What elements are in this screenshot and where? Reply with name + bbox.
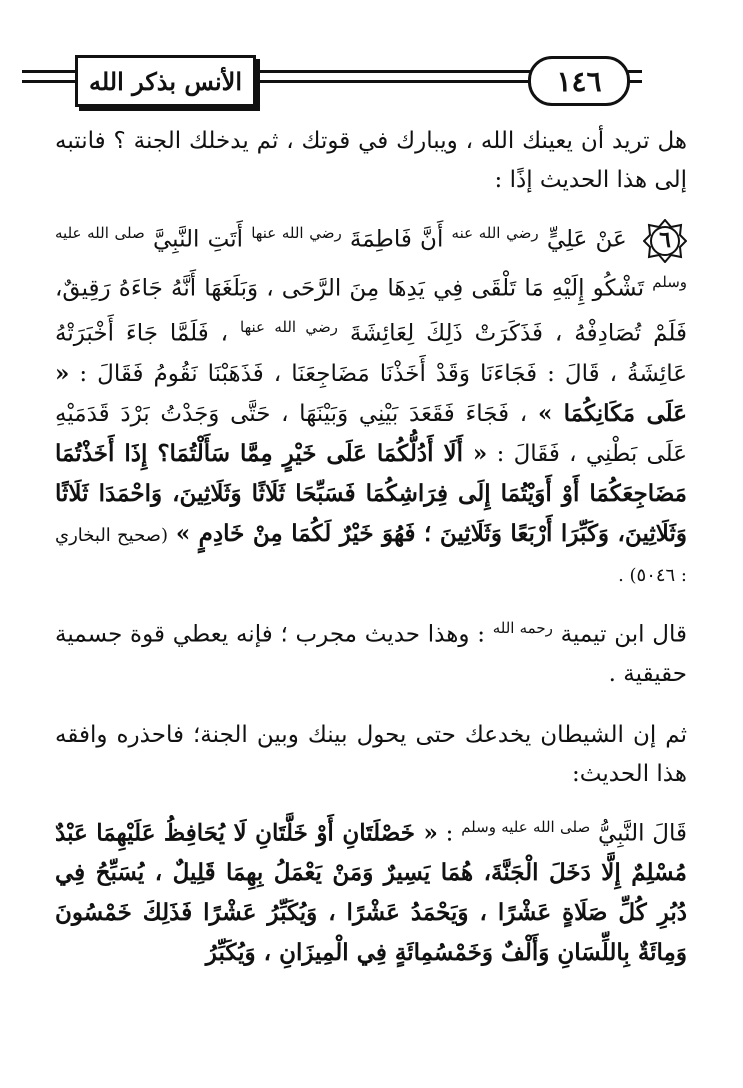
intro-line-2: الجنة ؟ فانتبه إلى هذا الحديث إذًا : bbox=[55, 128, 687, 193]
hadith-text-6: ، فَجَاءَ فَقَعَدَ بَيْنِي وَبَيْنَهَا ، حَتَّى وَجَدْتُ بَرْدَ قَدَمَيْهِ عَلَى بَطْنِي ، فَقَالَ : bbox=[55, 400, 688, 467]
ibn-taymiyyah-text-2: : وهذا حديث مجرب ؛ فإنه يعطي قوة جسمية حقيقية . bbox=[55, 621, 687, 687]
hadith-text-4: تَشْكُو إِلَيْهِ مَا تَلْقَى فِي يَدِهَا مِنَ الرَّحَى ، وَبَلَغَهَا أَنَّهُ جَاءَهُ رَقِيقٌ، فَلَمْ تُصَادِفْهُ ، فَذَكَرَتْ ذَلِكَ لِعَائِشَةَ bbox=[55, 275, 687, 347]
page-header bbox=[0, 0, 743, 120]
hadith-text-5: ، فَلَمَّا جَاءَ أَخْبَرَتْهُ عَائِشَةُ ، قَالَ : فَجَاءَنَا وَقَدْ أَخَذْنَا مَضَاجِعَنَا ، فَذَهَبْنَا نَقُومُ فَقَالَ : bbox=[55, 320, 687, 387]
shaytan-paragraph: ثم إن الشيطان يخدعك حتى يحول بينك وبين الجنة؛ فاحذره وافقه هذا الحديث: bbox=[55, 721, 687, 787]
hadith-text-1: عَنْ عَلِيٍّ bbox=[546, 226, 627, 253]
hadith-quote-2: « أَلَا أَدُلُّكُمَا عَلَى خَيْرٍ مِمَّا سَأَلْتُمَا؟ إِذَا أَخَذْتُمَا مَضَاجِعَكُمَا أَوْ أَوَيْتُمَا إِلَى فِرَاشِكُمَا فَسَبِّحَا ثَلَاثًا وَثَلَاثِينَ، وَاحْمَدَا ثَلَاثًا وَثَلَاثِينَ، وَكَبِّرَا أَرْبَعًا وَثَلَاثِينَ ؛ فَهُوَ خَيْرٌ لَكُمَا مِنْ خَادِمٍ » bbox=[55, 439, 688, 547]
hadith-text-2: أَنَّ فَاطِمَةَ bbox=[349, 226, 444, 253]
honorific-aisha: رضي الله عنها bbox=[240, 318, 338, 337]
page-number: ١٤٦ bbox=[528, 56, 630, 106]
honorific-ali: رضي الله عنه bbox=[451, 224, 539, 242]
honorific-prophet-final: صلى الله عليه وسلم bbox=[461, 817, 591, 836]
final-hadith-paragraph bbox=[55, 808, 687, 974]
intro-line-1: هل تريد أن يعينك الله ، ويبارك في قوتك ، ثم يدخلك bbox=[189, 128, 688, 154]
hadith-reference: (صحيح البخاري : ٥٠٤٦) . bbox=[55, 524, 687, 586]
running-title: الأنس بذكر الله bbox=[75, 55, 256, 107]
page-body bbox=[55, 122, 687, 973]
hadith-text-3: أَتَتِ النَّبِيَّ bbox=[152, 226, 243, 253]
hadith-quote-1: « عَلَى مَكَانِكُمَا » bbox=[55, 359, 688, 427]
hadith-number-badge bbox=[643, 219, 687, 263]
final-quote: « خَصْلَتَانِ أَوْ خَلَّتَانِ لَا يُحَافِظُ عَلَيْهِمَا عَبْدٌ مُسْلِمٌ إِلَّا دَخَلَ الْجَنَّةَ، هُمَا يَسِيرٌ وَمَنْ يَعْمَلُ بِهِمَا قَلِيلٌ ، يُسَبِّحُ فِي دُبُرِ كُلِّ صَلَاةٍ عَشْرًا ، وَيَحْمَدُ عَشْرًا ، وَيُكَبِّرُ عَشْرًا فَذَلِكَ خَمْسُونَ وَمِائَةٌ بِاللِّسَانِ وَأَلْفٌ وَخَمْسُمِائَةٍ فِي الْمِيزَانِ ، وَيُكَبِّرُ bbox=[55, 819, 687, 967]
final-colon: : bbox=[445, 820, 454, 847]
hadith-paragraph bbox=[55, 214, 687, 595]
intro-paragraph bbox=[55, 122, 687, 200]
header-rule-middle bbox=[252, 70, 530, 73]
ibn-taymiyyah-text-1: قال ابن تيمية bbox=[560, 621, 688, 648]
honorific-ibn-taymiyyah: رحمه الله bbox=[492, 618, 553, 637]
ibn-taymiyyah-paragraph bbox=[55, 609, 687, 694]
hadith-number: ٦ bbox=[659, 227, 671, 254]
final-text-1: قَالَ النَّبِيُّ bbox=[598, 820, 687, 847]
header-rule-left bbox=[22, 70, 77, 73]
header-rule-middle-lower bbox=[252, 80, 530, 83]
header-rule-left-lower bbox=[22, 80, 77, 83]
honorific-prophet: صلى الله عليه وسلم bbox=[55, 224, 688, 291]
honorific-fatima: رضي الله عنها bbox=[251, 224, 342, 242]
